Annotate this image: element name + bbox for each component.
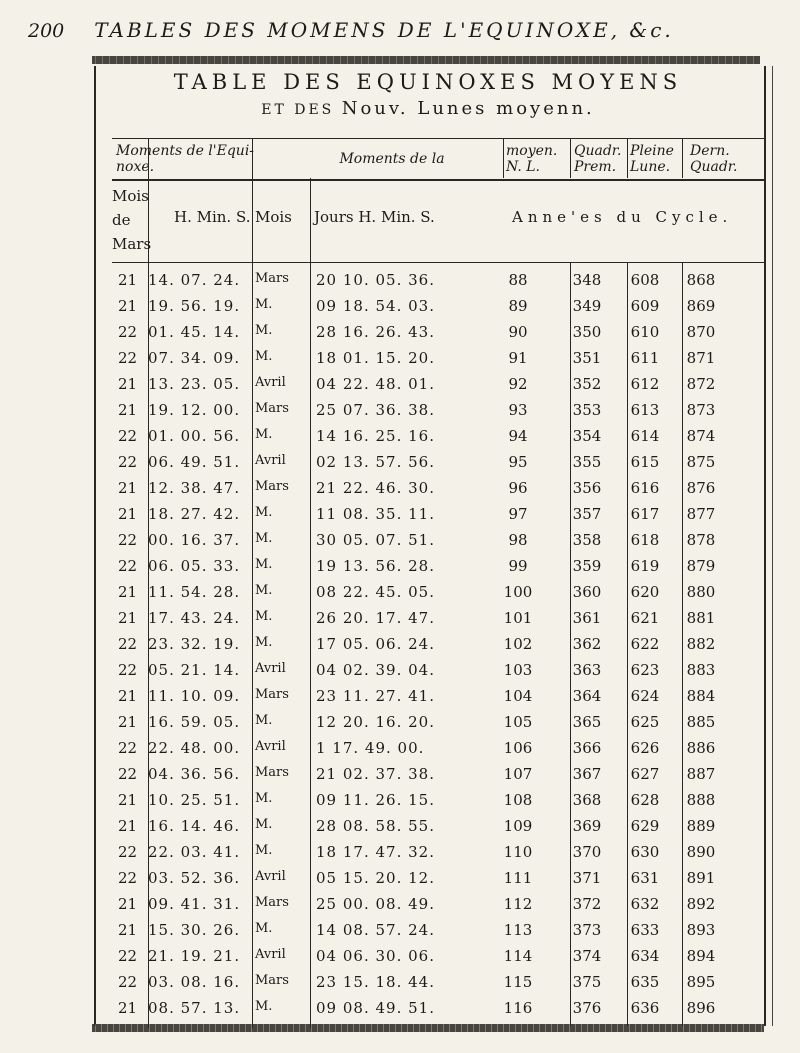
cell-eq: 06. 05. 33. <box>148 557 241 575</box>
cell-n1: 94 <box>508 427 528 445</box>
rule-header-1 <box>503 138 504 178</box>
table-row <box>112 710 764 736</box>
cell-n1: 106 <box>503 739 533 757</box>
cell-n1: 107 <box>503 765 533 783</box>
cell-eq: 16. 14. 46. <box>148 817 241 835</box>
cell-n1: 101 <box>503 609 533 627</box>
cell-jours: 21 22. 46. 30. <box>316 479 435 497</box>
cell-jours: 1 17. 49. 00. <box>316 739 425 757</box>
cell-mois: Avril <box>255 375 286 390</box>
cell-jours: 20 10. 05. 36. <box>316 271 435 289</box>
cell-n3: 634 <box>630 947 660 965</box>
cell-n2: 353 <box>572 401 602 419</box>
cell-n4: 886 <box>686 739 716 757</box>
cell-n3: 620 <box>630 583 660 601</box>
table-row <box>112 450 764 476</box>
table-row <box>112 840 764 866</box>
cell-n1: 114 <box>503 947 533 965</box>
cell-n3: 610 <box>630 323 660 341</box>
cell-n1: 91 <box>508 349 528 367</box>
cell-n3: 619 <box>630 557 660 575</box>
cell-eq: 21. 19. 21. <box>148 947 241 965</box>
cell-eq: 01. 45. 14. <box>148 323 241 341</box>
cell-n3: 624 <box>630 687 660 705</box>
column-header-row <box>112 138 764 181</box>
cell-day: 21 <box>118 687 138 705</box>
cell-jours: 04 22. 48. 01. <box>316 375 435 393</box>
subheader-mois: Mois <box>255 208 292 226</box>
cell-eq: 16. 59. 05. <box>148 713 241 731</box>
table-row <box>112 918 764 944</box>
cell-n1: 109 <box>503 817 533 835</box>
cell-n4: 884 <box>686 687 716 705</box>
cell-day: 22 <box>118 973 138 991</box>
cell-jours: 04 06. 30. 06. <box>316 947 435 965</box>
cell-n2: 362 <box>572 635 602 653</box>
cell-n4: 872 <box>686 375 716 393</box>
cell-day: 22 <box>118 349 138 367</box>
cell-day: 21 <box>118 271 138 289</box>
cell-n2: 370 <box>572 843 602 861</box>
cell-jours: 30 05. 07. 51. <box>316 531 435 549</box>
cell-day: 22 <box>118 947 138 965</box>
header-pleine-lune: Pleine Lune. <box>630 143 674 175</box>
cell-eq: 00. 16. 37. <box>148 531 241 549</box>
table-row <box>112 788 764 814</box>
cell-n4: 891 <box>686 869 716 887</box>
cell-n4: 877 <box>686 505 716 523</box>
cell-n2: 349 <box>572 297 602 315</box>
cell-jours: 08 22. 45. 05. <box>316 583 435 601</box>
table-row <box>112 528 764 554</box>
cell-mois: Mars <box>255 271 289 286</box>
cell-n3: 622 <box>630 635 660 653</box>
cell-jours: 04 02. 39. 04. <box>316 661 435 679</box>
subheader-jours-h-min-s: Jours H. Min. S. <box>314 208 435 226</box>
cell-day: 22 <box>118 869 138 887</box>
rule-header-3 <box>627 138 628 178</box>
table-row <box>112 554 764 580</box>
cell-day: 22 <box>118 843 138 861</box>
cell-mois: Mars <box>255 895 289 910</box>
cell-n1: 115 <box>503 973 533 991</box>
cell-day: 22 <box>118 765 138 783</box>
cell-eq: 22. 48. 00. <box>148 739 241 757</box>
header-equinoxe: Moments de l'Equi-noxe. <box>116 143 255 175</box>
cell-jours: 21 02. 37. 38. <box>316 765 435 783</box>
cell-n3: 614 <box>630 427 660 445</box>
cell-n4: 896 <box>686 999 716 1017</box>
cell-mois: M. <box>255 817 273 832</box>
page-number: 200 <box>28 20 65 42</box>
cell-eq: 13. 23. 05. <box>148 375 241 393</box>
table-row <box>112 762 764 788</box>
cell-n3: 626 <box>630 739 660 757</box>
cell-n3: 608 <box>630 271 660 289</box>
cell-n4: 882 <box>686 635 716 653</box>
table-row <box>112 320 764 346</box>
cell-n4: 892 <box>686 895 716 913</box>
cell-jours: 26 20. 17. 47. <box>316 609 435 627</box>
cell-jours: 28 08. 58. 55. <box>316 817 435 835</box>
cell-n4: 887 <box>686 765 716 783</box>
cell-n4: 885 <box>686 713 716 731</box>
table-row <box>112 944 764 970</box>
cell-n3: 625 <box>630 713 660 731</box>
cell-jours: 18 01. 15. 20. <box>316 349 435 367</box>
bottom-ornament-rule <box>92 1024 764 1032</box>
table-row <box>112 294 764 320</box>
cell-n2: 352 <box>572 375 602 393</box>
cell-day: 21 <box>118 713 138 731</box>
cell-eq: 12. 38. 47. <box>148 479 241 497</box>
cell-mois: M. <box>255 505 273 520</box>
cell-jours: 17 05. 06. 24. <box>316 635 435 653</box>
cell-eq: 18. 27. 42. <box>148 505 241 523</box>
cell-day: 22 <box>118 453 138 471</box>
cell-day: 22 <box>118 739 138 757</box>
cell-n2: 358 <box>572 531 602 549</box>
cell-n4: 893 <box>686 921 716 939</box>
cell-day: 22 <box>118 323 138 341</box>
cell-eq: 03. 08. 16. <box>148 973 241 991</box>
top-ornament-rule <box>92 56 760 64</box>
cell-eq: 23. 32. 19. <box>148 635 241 653</box>
cell-day: 21 <box>118 609 138 627</box>
cell-eq: 19. 56. 19. <box>148 297 241 315</box>
cell-n1: 111 <box>503 869 533 887</box>
cell-n4: 880 <box>686 583 716 601</box>
cell-day: 22 <box>118 557 138 575</box>
table-row <box>112 502 764 528</box>
cell-n3: 633 <box>630 921 660 939</box>
cell-n4: 890 <box>686 843 716 861</box>
cell-mois: M. <box>255 427 273 442</box>
cell-n1: 108 <box>503 791 533 809</box>
cell-n1: 93 <box>508 401 528 419</box>
running-head <box>28 18 788 52</box>
cell-jours: 14 16. 25. 16. <box>316 427 435 445</box>
cell-n2: 374 <box>572 947 602 965</box>
cell-n2: 350 <box>572 323 602 341</box>
cell-n2: 373 <box>572 921 602 939</box>
cell-n4: 895 <box>686 973 716 991</box>
cell-jours: 18 17. 47. 32. <box>316 843 435 861</box>
cell-n3: 616 <box>630 479 660 497</box>
cell-n3: 628 <box>630 791 660 809</box>
cell-eq: 14. 07. 24. <box>148 271 241 289</box>
cell-n1: 104 <box>503 687 533 705</box>
cell-n1: 97 <box>508 505 528 523</box>
cell-n3: 623 <box>630 661 660 679</box>
cell-jours: 12 20. 16. 20. <box>316 713 435 731</box>
cell-jours: 11 08. 35. 11. <box>316 505 435 523</box>
cell-n2: 364 <box>572 687 602 705</box>
cell-n2: 348 <box>572 271 602 289</box>
cell-n2: 360 <box>572 583 602 601</box>
cell-day: 21 <box>118 817 138 835</box>
table-row <box>112 346 764 372</box>
cell-mois: M. <box>255 557 273 572</box>
subheader-rule <box>112 262 764 263</box>
cell-n2: 372 <box>572 895 602 913</box>
table-title: TABLE DES EQUINOXES MOYENS <box>173 70 683 94</box>
cell-n2: 355 <box>572 453 602 471</box>
table-row <box>112 398 764 424</box>
table-row <box>112 658 764 684</box>
cell-mois: M. <box>255 999 273 1014</box>
cell-n4: 876 <box>686 479 716 497</box>
cell-eq: 17. 43. 24. <box>148 609 241 627</box>
cell-jours: 09 18. 54. 03. <box>316 297 435 315</box>
table-subtitle <box>94 98 762 119</box>
cell-jours: 02 13. 57. 56. <box>316 453 435 471</box>
cell-n4: 869 <box>686 297 716 315</box>
running-title: TABLES DES MOMENS DE L'EQUINOXE, &c. <box>94 18 674 42</box>
cell-n1: 95 <box>508 453 528 471</box>
cell-eq: 04. 36. 56. <box>148 765 241 783</box>
cell-n4: 868 <box>686 271 716 289</box>
cell-n1: 88 <box>508 271 528 289</box>
cell-n2: 375 <box>572 973 602 991</box>
cell-jours: 25 07. 36. 38. <box>316 401 435 419</box>
subtitle-main: Nouv. Lunes moyenn. <box>341 98 595 119</box>
cell-mois: Avril <box>255 869 286 884</box>
cell-day: 22 <box>118 661 138 679</box>
cell-n3: 613 <box>630 401 660 419</box>
cell-eq: 11. 54. 28. <box>148 583 241 601</box>
cell-n1: 96 <box>508 479 528 497</box>
cell-mois: Avril <box>255 661 286 676</box>
subheader-mois-de-mars: Mois de Mars <box>112 187 152 253</box>
cell-mois: M. <box>255 323 273 338</box>
cell-n4: 871 <box>686 349 716 367</box>
cell-day: 21 <box>118 895 138 913</box>
cell-n1: 116 <box>503 999 533 1017</box>
cell-day: 21 <box>118 921 138 939</box>
cell-n3: 627 <box>630 765 660 783</box>
cell-n4: 873 <box>686 401 716 419</box>
cell-day: 21 <box>118 401 138 419</box>
cell-n3: 618 <box>630 531 660 549</box>
cell-n1: 110 <box>503 843 533 861</box>
cell-jours: 09 11. 26. 15. <box>316 791 435 809</box>
cell-n1: 102 <box>503 635 533 653</box>
cell-eq: 05. 21. 14. <box>148 661 241 679</box>
cell-n3: 636 <box>630 999 660 1017</box>
cell-mois: M. <box>255 713 273 728</box>
table-frame-outer-line <box>772 66 773 1026</box>
cell-mois: M. <box>255 791 273 806</box>
cell-n2: 371 <box>572 869 602 887</box>
cell-n4: 878 <box>686 531 716 549</box>
cell-n1: 92 <box>508 375 528 393</box>
cell-mois: Avril <box>255 947 286 962</box>
table-row <box>112 892 764 918</box>
cell-n3: 629 <box>630 817 660 835</box>
cell-n1: 103 <box>503 661 533 679</box>
cell-n4: 879 <box>686 557 716 575</box>
cell-n2: 366 <box>572 739 602 757</box>
cell-day: 22 <box>118 531 138 549</box>
cell-n3: 611 <box>630 349 660 367</box>
cell-jours: 23 15. 18. 44. <box>316 973 435 991</box>
cell-eq: 09. 41. 31. <box>148 895 241 913</box>
cell-n4: 881 <box>686 609 716 627</box>
cell-jours: 28 16. 26. 43. <box>316 323 435 341</box>
table-row <box>112 606 764 632</box>
cell-n4: 889 <box>686 817 716 835</box>
table-row <box>112 814 764 840</box>
table-title-block <box>94 68 762 119</box>
cell-jours: 05 15. 20. 12. <box>316 869 435 887</box>
cell-mois: Mars <box>255 687 289 702</box>
cell-day: 21 <box>118 297 138 315</box>
cell-n3: 612 <box>630 375 660 393</box>
cell-n1: 100 <box>503 583 533 601</box>
cell-day: 22 <box>118 635 138 653</box>
cell-jours: 25 00. 08. 49. <box>316 895 435 913</box>
cell-day: 21 <box>118 375 138 393</box>
cell-n4: 874 <box>686 427 716 445</box>
table-row <box>112 424 764 450</box>
cell-n4: 894 <box>686 947 716 965</box>
cell-jours: 19 13. 56. 28. <box>316 557 435 575</box>
cell-n4: 888 <box>686 791 716 809</box>
table-row <box>112 372 764 398</box>
cell-eq: 15. 30. 26. <box>148 921 241 939</box>
cell-n3: 635 <box>630 973 660 991</box>
cell-day: 21 <box>118 791 138 809</box>
cell-n4: 883 <box>686 661 716 679</box>
table-row <box>112 996 764 1022</box>
cell-eq: 11. 10. 09. <box>148 687 241 705</box>
cell-n3: 615 <box>630 453 660 471</box>
cell-n2: 357 <box>572 505 602 523</box>
cell-day: 21 <box>118 999 138 1017</box>
cell-n3: 631 <box>630 869 660 887</box>
cell-n1: 89 <box>508 297 528 315</box>
cell-n3: 632 <box>630 895 660 913</box>
cell-n2: 356 <box>572 479 602 497</box>
cell-eq: 22. 03. 41. <box>148 843 241 861</box>
cell-day: 21 <box>118 479 138 497</box>
cell-mois: M. <box>255 583 273 598</box>
cell-mois: M. <box>255 843 273 858</box>
table-row <box>112 736 764 762</box>
cell-day: 21 <box>118 505 138 523</box>
cell-eq: 10. 25. 51. <box>148 791 241 809</box>
table-row <box>112 476 764 502</box>
cell-n1: 112 <box>503 895 533 913</box>
cell-jours: 23 11. 27. 41. <box>316 687 435 705</box>
cell-n2: 363 <box>572 661 602 679</box>
cell-n2: 361 <box>572 609 602 627</box>
table-row <box>112 632 764 658</box>
cell-jours: 09 08. 49. 51. <box>316 999 435 1017</box>
cell-jours: 14 08. 57. 24. <box>316 921 435 939</box>
cell-mois: Mars <box>255 765 289 780</box>
cell-eq: 19. 12. 00. <box>148 401 241 419</box>
cell-n2: 376 <box>572 999 602 1017</box>
cell-n1: 99 <box>508 557 528 575</box>
cell-n1: 113 <box>503 921 533 939</box>
cell-n1: 90 <box>508 323 528 341</box>
cell-mois: Mars <box>255 401 289 416</box>
header-dern-quadr: Dern. Quadr. <box>690 143 738 175</box>
cell-n4: 870 <box>686 323 716 341</box>
table-row <box>112 580 764 606</box>
header-quadr-prem: Quadr. Prem. <box>574 143 622 175</box>
cell-mois: M. <box>255 531 273 546</box>
cell-n2: 368 <box>572 791 602 809</box>
cell-n2: 359 <box>572 557 602 575</box>
cell-n3: 630 <box>630 843 660 861</box>
cell-mois: Mars <box>255 479 289 494</box>
subheader-row <box>112 180 764 262</box>
cell-n1: 98 <box>508 531 528 549</box>
rule-header-2 <box>570 138 571 178</box>
cell-mois: Avril <box>255 739 286 754</box>
cell-mois: M. <box>255 635 273 650</box>
subtitle-prefix: ET DES <box>261 102 335 118</box>
cell-day: 21 <box>118 583 138 601</box>
cell-mois: M. <box>255 609 273 624</box>
cell-mois: Mars <box>255 973 289 988</box>
table-row <box>112 970 764 996</box>
cell-eq: 03. 52. 36. <box>148 869 241 887</box>
cell-eq: 01. 00. 56. <box>148 427 241 445</box>
cell-n2: 354 <box>572 427 602 445</box>
table-row <box>112 684 764 710</box>
cell-n3: 621 <box>630 609 660 627</box>
subheader-h-min-s: H. Min. S. <box>174 208 251 226</box>
cell-eq: 08. 57. 13. <box>148 999 241 1017</box>
cell-mois: M. <box>255 349 273 364</box>
header-moyen-nl: moyen. N. L. <box>506 143 558 175</box>
cell-n3: 617 <box>630 505 660 523</box>
cell-eq: 07. 34. 09. <box>148 349 241 367</box>
rule-header-4 <box>682 138 683 178</box>
table-row <box>112 866 764 892</box>
subheader-cycle: Anne'es du Cycle. <box>512 208 733 226</box>
table-row <box>112 268 764 294</box>
cell-n2: 369 <box>572 817 602 835</box>
cell-eq: 06. 49. 51. <box>148 453 241 471</box>
cell-n4: 875 <box>686 453 716 471</box>
cell-day: 22 <box>118 427 138 445</box>
cell-n2: 351 <box>572 349 602 367</box>
cell-mois: M. <box>255 297 273 312</box>
cell-n1: 105 <box>503 713 533 731</box>
cell-mois: Avril <box>255 453 286 468</box>
cell-n3: 609 <box>630 297 660 315</box>
cell-mois: M. <box>255 921 273 936</box>
cell-n2: 365 <box>572 713 602 731</box>
header-moments-de-la: Moments de la <box>339 151 445 167</box>
cell-n2: 367 <box>572 765 602 783</box>
